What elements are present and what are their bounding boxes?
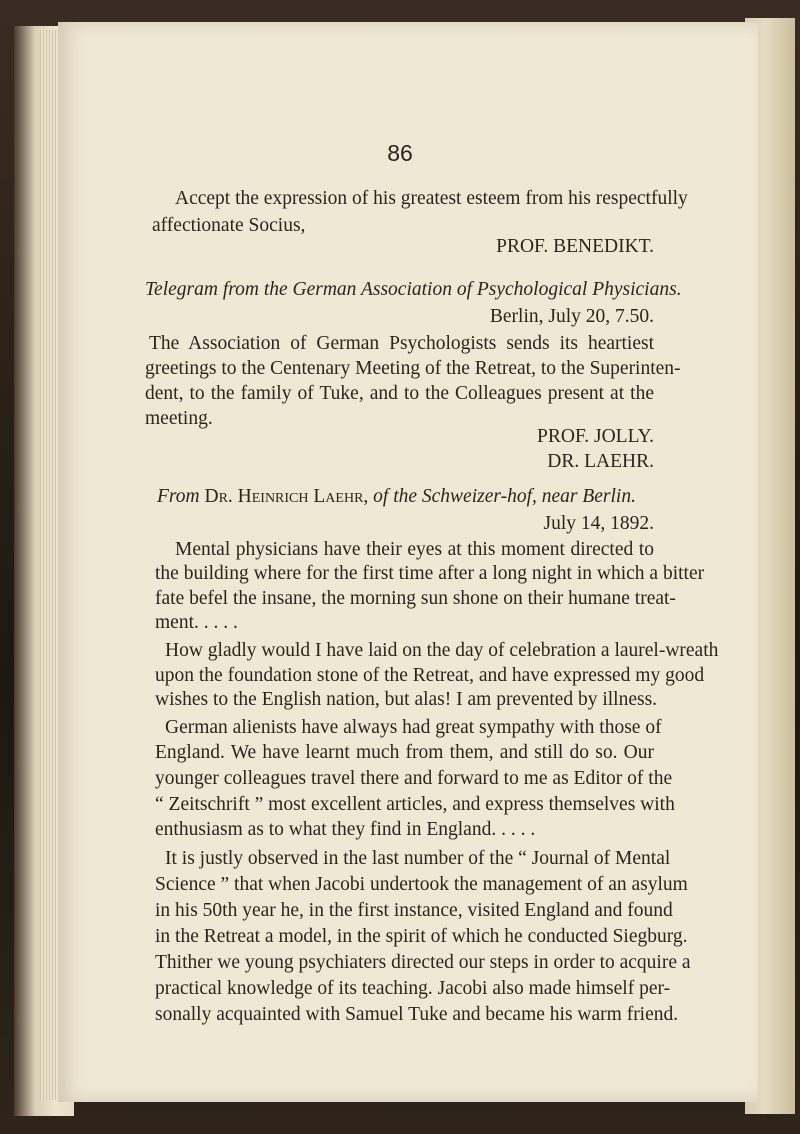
text-line: younger colleagues travel there and forward to me as Editor of the <box>155 768 673 789</box>
signature-laehr: DR. LAEHR. <box>547 451 654 472</box>
text-line: meeting. <box>145 408 213 429</box>
letter-dateline: July 14, 1892. <box>543 513 654 534</box>
telegram-heading: Telegram from the German Association of Psychological Physicians. <box>145 279 682 300</box>
text-line: Mental physicians have their eyes at this moment directed to <box>175 539 654 560</box>
text-line: dent, to the family of Tuke, and to the Colleagues present at the <box>145 383 654 404</box>
signature-jolly: PROF. JOLLY. <box>537 426 654 447</box>
text-line: upon the foundation stone of the Retreat, and have expressed my good <box>155 665 705 686</box>
page-edges-left <box>40 30 58 1100</box>
text-line: in the Retreat a model, in the spirit of which he conducted Siegburg. <box>155 926 688 947</box>
heading-rest: of the Schweizer-hof, near Berlin. <box>373 486 636 507</box>
heading-from: From <box>157 486 200 507</box>
text-line: Thither we young psychiaters directed our steps in order to acquire a <box>155 952 691 973</box>
signature-benedikt: PROF. BENEDIKT. <box>496 236 654 257</box>
text-line: Science ” that when Jacobi undertook the management of an asylum <box>155 874 688 895</box>
text-line: the building where for the first time after a long night in which a bitter <box>155 563 705 584</box>
text-line: sonally acquainted with Samuel Tuke and became his warm friend. <box>155 1004 679 1025</box>
text-line: practical knowledge of its teaching. Jacobi also made himself per- <box>155 978 671 999</box>
text-line: greetings to the Centenary Meeting of the Retreat, to the Superinten- <box>145 358 681 379</box>
letter-heading <box>157 486 636 508</box>
text-line: wishes to the English nation, but alas! I am prevented by illness. <box>155 689 658 710</box>
heading-name: Dr. Heinrich Laehr, <box>204 486 369 507</box>
page-number: 86 <box>387 140 413 166</box>
text-line: in his 50th year he, in the first instance, visited England and found <box>155 900 673 921</box>
text-line: affectionate Socius, <box>152 215 306 236</box>
text-line: Accept the expression of his greatest esteem from his respectfully <box>175 188 688 209</box>
telegram-dateline: Berlin, July 20, 7.50. <box>489 306 654 327</box>
text-line: It is justly observed in the last number of the “ Journal of Mental <box>165 848 671 869</box>
text-line: German alienists have always had great sympathy with those of <box>165 717 662 738</box>
text-line: How gladly would I have laid on the day of celebration a laurel-wreath <box>165 640 719 661</box>
text-line: “ Zeitschrift ” most excellent articles, and express themselves with <box>155 794 675 815</box>
text-line: fate befel the insane, the morning sun shone on their humane treat- <box>155 588 676 609</box>
text-line: enthusiasm as to what they find in England. . . . . <box>155 819 536 840</box>
text-line: England. We have learnt much from them, and still do so. Our <box>155 742 654 763</box>
text-line: ment. . . . . <box>155 612 238 633</box>
text-line: The Association of German Psychologists sends its heartiest <box>149 333 654 354</box>
